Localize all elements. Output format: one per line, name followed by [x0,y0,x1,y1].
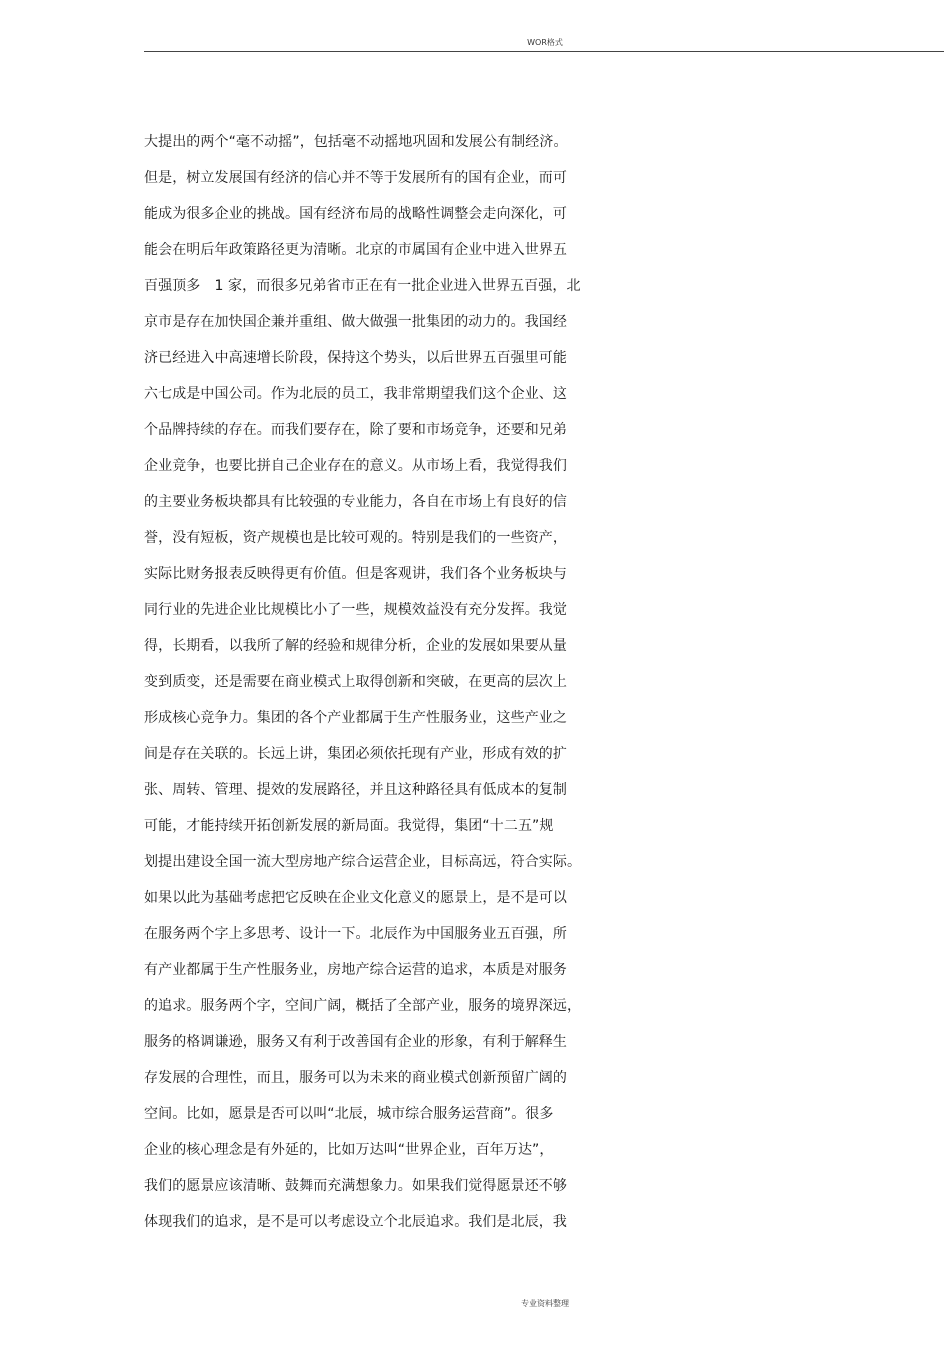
text-line: 如果以此为基础考虑把它反映在企业文化意义的愿景上，是不是可以 [144,890,567,906]
text-line: 但是，树立发展国有经济的信心并不等于发展所有的国有企业，而可 [144,170,567,186]
text-line: 存发展的合理性，而且，服务可以为未来的商业模式创新预留广阔的 [144,1070,567,1086]
text-line: 济已经进入中高速增长阶段，保持这个势头，以后世界五百强里可能 [144,350,567,366]
text-line: 服务的格调谦逊，服务又有利于改善国有企业的形象，有利于解释生 [144,1034,567,1050]
page-header: WOR格式 [527,38,563,47]
text-line: 体现我们的追求，是不是可以考虑设立个北辰追求。我们是北辰，我 [144,1214,567,1230]
body-text [144,128,594,1244]
text-line: 的主要业务板块都具有比较强的专业能力，各自在市场上有良好的信 [144,494,567,510]
text-line: 形成核心竞争力。集团的各个产业都属于生产性服务业，这些产业之 [144,710,567,726]
text-line: 的追求。服务两个字，空间广阔，概括了全部产业，服务的境界深远， [144,998,582,1014]
text-line: 得，长期看，以我所了解的经验和规律分析，企业的发展如果要从量 [144,638,567,654]
text-line: 间是存在关联的。长远上讲，集团必须依托现有产业，形成有效的扩 [144,746,567,762]
text-line: 能成为很多企业的挑战。国有经济布局的战略性调整会走向深化，可 [144,206,567,222]
text-line: 划提出建设全国一流大型房地产综合运营企业，目标高远，符合实际。 [144,854,582,870]
text-line: 百强顶多 1 家，而很多兄弟省市正在有一批企业进入世界五百强，北 [144,278,581,294]
text-line: 有产业都属于生产性服务业，房地产综合运营的追求，本质是对服务 [144,962,567,978]
text-line: 企业的核心理念是有外延的，比如万达叫“世界企业，百年万达”， [144,1142,554,1158]
text-line: 六七成是中国公司。作为北辰的员工，我非常期望我们这个企业、这 [144,386,567,402]
text-line: 同行业的先进企业比规模比小了一些，规模效益没有充分发挥。我觉 [144,602,567,618]
text-line: 大提出的两个“毫不动摇”，包括毫不动摇地巩固和发展公有制经济。 [144,134,568,150]
text-line: 京市是存在加快国企兼并重组、做大做强一批集团的动力的。我国经 [144,314,567,330]
text-line: 誉，没有短板，资产规模也是比较可观的。特别是我们的一些资产， [144,530,567,546]
text-line: 在服务两个字上多思考、设计一下。北辰作为中国服务业五百强，所 [144,926,567,942]
page-footer: 专业资料整理 [521,1299,569,1308]
text-line: 空间。比如，愿景是否可以叫“北辰，城市综合服务运营商”。很多 [144,1106,554,1122]
text-line: 企业竞争，也要比拼自己企业存在的意义。从市场上看，我觉得我们 [144,458,567,474]
text-line: 张、周转、管理、提效的发展路径，并且这种路径具有低成本的复制 [144,782,567,798]
text-line: 能会在明后年政策路径更为清晰。北京的市属国有企业中进入世界五 [144,242,567,258]
text-line: 变到质变，还是需要在商业模式上取得创新和突破，在更高的层次上 [144,674,567,690]
text-line: 实际比财务报表反映得更有价值。但是客观讲，我们各个业务板块与 [144,566,567,582]
text-line: 可能，才能持续开拓创新发展的新局面。我觉得，集团“十二五”规 [144,818,554,834]
header-divider [144,51,944,52]
text-line: 个品牌持续的存在。而我们要存在，除了要和市场竞争，还要和兄弟 [144,422,567,438]
text-line: 我们的愿景应该清晰、鼓舞而充满想象力。如果我们觉得愿景还不够 [144,1178,567,1194]
